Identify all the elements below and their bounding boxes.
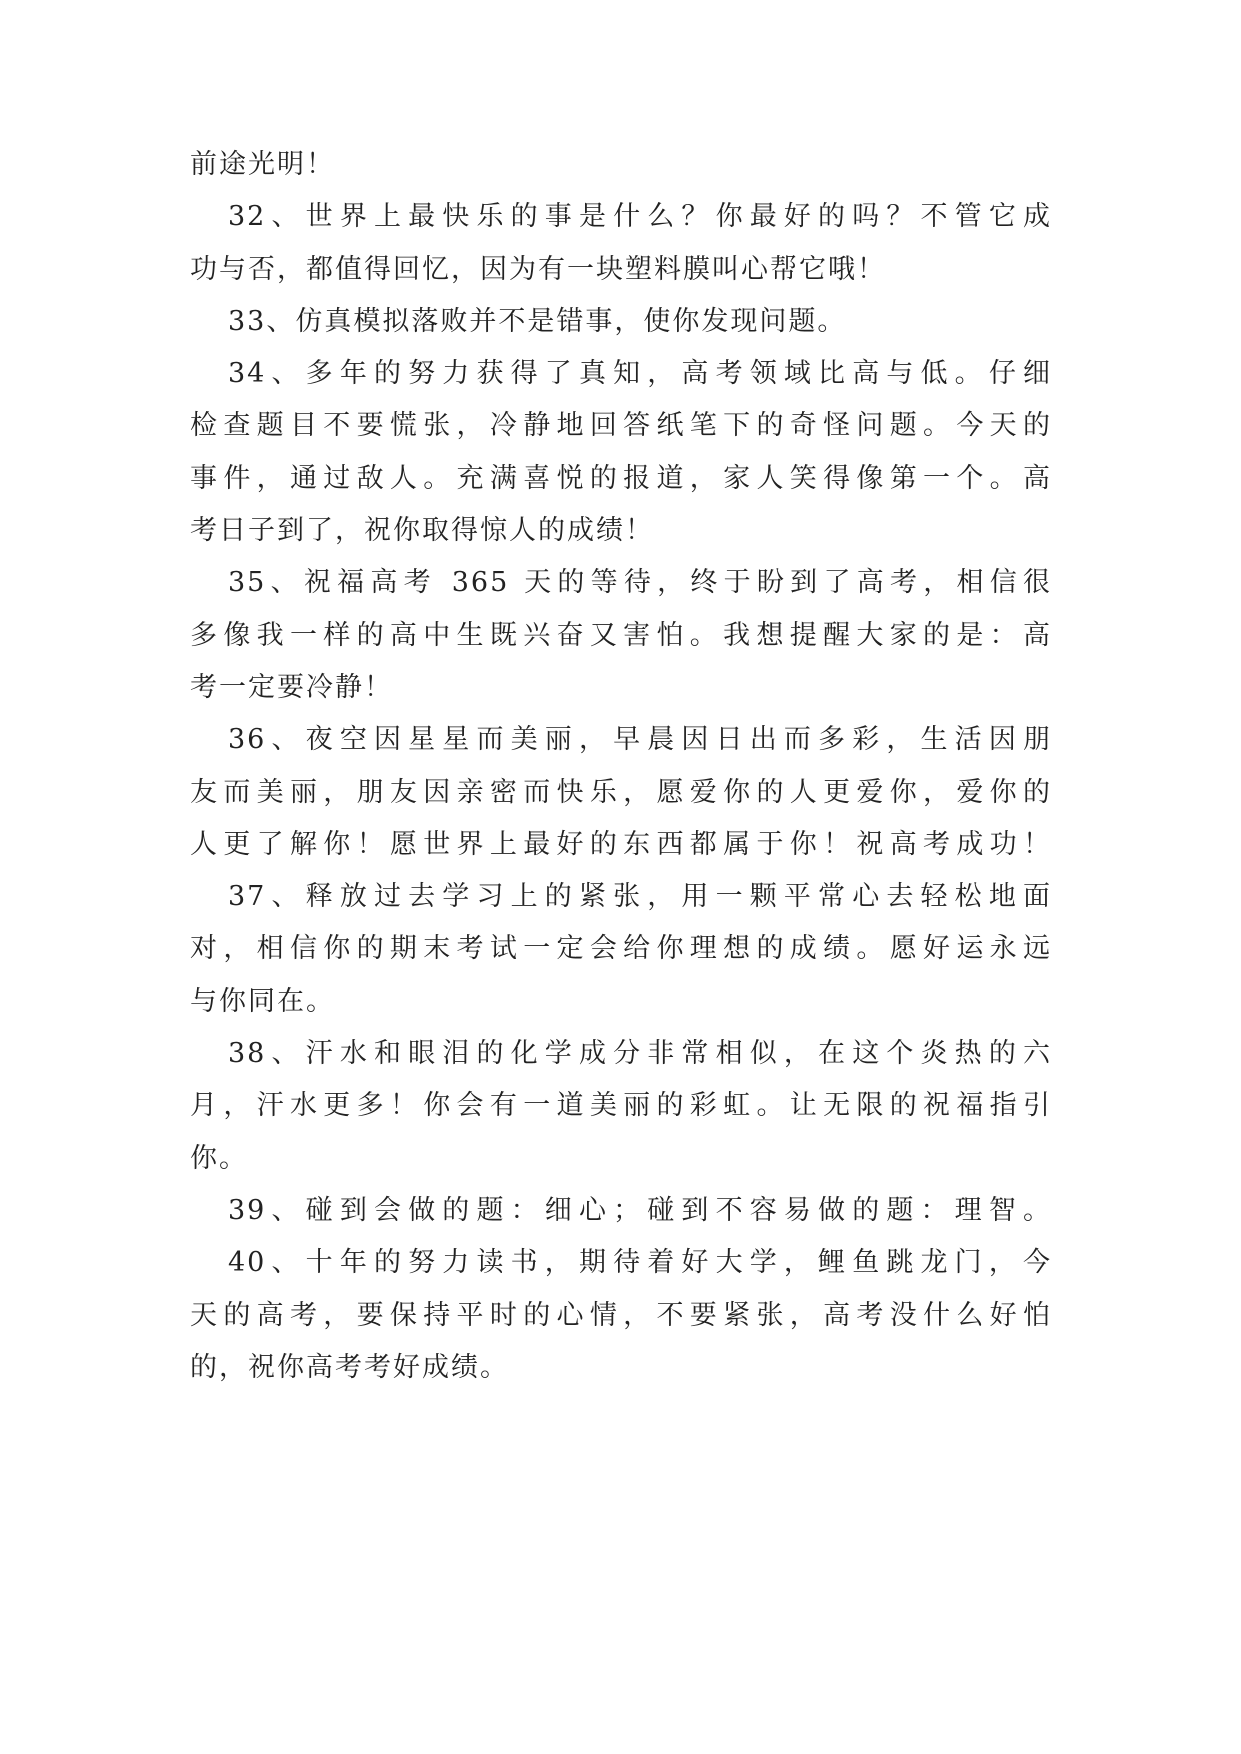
paragraph-line: 友而美丽，朋友因亲密而快乐，愿爱你的人更爱你，爱你的 (190, 776, 1052, 808)
paragraph-33 (190, 296, 1052, 348)
paragraph-39 (190, 1185, 1052, 1237)
paragraph-line: 39、碰到会做的题：细心；碰到不容易做的题：理智。 (228, 1194, 1052, 1226)
paragraph-continuation (190, 139, 1052, 191)
paragraph-line: 你。 (190, 1142, 248, 1174)
paragraph-32 (190, 191, 1052, 296)
paragraph-line: 37、释放过去学习上的紧张，用一颗平常心去轻松地面 (228, 881, 1052, 913)
paragraph-line: 前途光明！ (190, 149, 335, 180)
paragraph-35 (190, 557, 1052, 714)
document-body (190, 139, 1052, 1394)
paragraph-line: 功与否，都值得回忆，因为有一块塑料膜叫心帮它哦！ (190, 253, 886, 285)
paragraph-line: 33、仿真模拟落败并不是错事，使你发现问题。 (228, 305, 847, 337)
paragraph-line: 的，祝你高考考好成绩。 (190, 1351, 509, 1383)
paragraph-40 (190, 1237, 1052, 1394)
paragraph-line: 检查题目不要慌张，冷静地回答纸笔下的奇怪问题。今天的 (190, 410, 1052, 442)
paragraph-line: 事件，通过敌人。充满喜悦的报道，家人笑得像第一个。高 (190, 462, 1052, 494)
paragraph-line: 36、夜空因星星而美丽，早晨因日出而多彩，生活因朋 (228, 724, 1052, 756)
paragraph-line: 考日子到了，祝你取得惊人的成绩！ (190, 515, 654, 547)
paragraph-34 (190, 348, 1052, 557)
paragraph-line: 天的高考，要保持平时的心情，不要紧张，高考没什么好怕 (190, 1299, 1052, 1331)
paragraph-line: 人更了解你！愿世界上最好的东西都属于你！祝高考成功！ (190, 828, 1052, 860)
paragraph-line: 与你同在。 (190, 985, 335, 1017)
paragraph-36 (190, 714, 1052, 871)
paragraph-line: 34、多年的努力获得了真知，高考领域比高与低。仔细 (228, 358, 1052, 390)
paragraph-line: 多像我一样的高中生既兴奋又害怕。我想提醒大家的是：高 (190, 619, 1052, 651)
paragraph-37 (190, 871, 1052, 1028)
paragraph-line: 考一定要冷静！ (190, 671, 393, 703)
paragraph-line: 38、汗水和眼泪的化学成分非常相似，在这个炎热的六 (228, 1038, 1052, 1070)
paragraph-38 (190, 1028, 1052, 1185)
paragraph-line: 月，汗水更多！你会有一道美丽的彩虹。让无限的祝福指引 (190, 1090, 1052, 1122)
paragraph-line: 35、祝福高考 365 天的等待，终于盼到了高考，相信很 (228, 567, 1052, 599)
paragraph-line: 40、十年的努力读书，期待着好大学，鲤鱼跳龙门，今 (228, 1247, 1052, 1279)
paragraph-line: 对，相信你的期末考试一定会给你理想的成绩。愿好运永远 (190, 933, 1052, 965)
paragraph-line: 32、世界上最快乐的事是什么？你最好的吗？不管它成 (228, 201, 1052, 233)
